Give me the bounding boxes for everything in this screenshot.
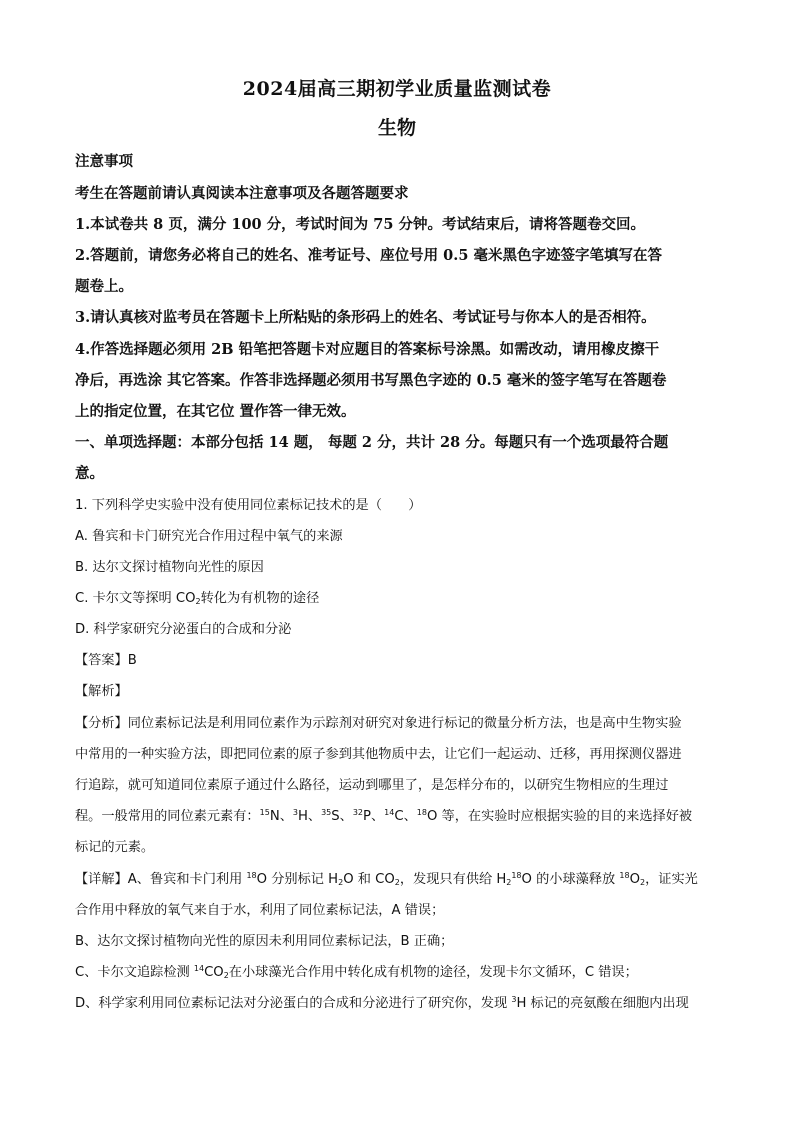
subscript: 2 [394,878,400,887]
notice-intro: 考生在答题前请认真阅读本注意事项及各题答题要求 [75,185,409,202]
detail-text: CO [204,965,224,980]
analysis-line: 行追踪，就可知道同位素原子通过什么路径，运动到哪里了，是怎样分布的，以研究生物相应的生理过 [75,778,669,793]
isotope-mass: 15 [259,808,270,817]
isotope-mass: 18 [416,808,427,817]
section-heading: 一、单项选择题：本部分包括 14 题， 每题 2 分，共计 28 分。每题只有一个选项最符合题 [75,434,669,451]
detail-text: D、科学家利用同位素标记法对分泌蛋白的合成和分泌进行了研究你，发现 [75,996,512,1011]
notice-heading: 注意事项 [75,153,133,170]
isotope-element: S [331,809,340,824]
analysis-line: 中常用的一种实验方法，即把同位素的原子参到其他物质中去，让它们一起运动、迁移，再用探测仪器进 [75,747,682,762]
detail-text: A、鲁宾和卡门利用 [127,872,247,887]
isotope-list [260,809,438,824]
detail-text: ，证实光 [645,872,698,887]
option-c [75,587,725,606]
detail-text: O [629,872,640,887]
isotope-separator: 、 [307,809,322,824]
detail-tag: 【详解】 [75,872,128,887]
option-d: D. 科学家研究分泌蛋白的合成和分泌 [75,622,292,637]
superscript: 14 [193,964,205,973]
detail-text: O 分别标记 H [256,872,339,887]
isotope-mass: 35 [321,808,332,817]
detail-line: B、达尔文探讨植物向光性的原因未利用同位素标记法，B 正确； [75,934,454,949]
notice-item: 上的指定位置，在其它位 置作答一律无效。 [75,403,356,420]
analysis-tag: 【分析】 [75,716,128,731]
subscript: 2 [223,971,229,980]
exam-title: 2024届高三期初学业质量监测试卷 [242,78,552,100]
analysis-label: 【解析】 [75,684,128,699]
isotope-mass: 3 [292,808,298,817]
isotope-element: H [297,809,308,824]
detail-text: C、卡尔文追踪检测 [75,965,194,980]
subscript: 2 [338,878,344,887]
analysis-text: 同位素标记法是利用同位素作为示踪剂对研究对象进行标记的微量分析方法，也是高中生物实验 [127,716,682,731]
isotope-separator: 、 [339,809,353,824]
isotope-mass: 32 [352,808,364,817]
question-stem: 1. 下列科学史实验中没有使用同位素标记技术的是（ ） [75,498,422,513]
subject-title: 生物 [377,117,416,139]
isotope-separator: 、 [370,809,385,824]
option-a: A. 鲁宾和卡门研究光合作用过程中氧气的来源 [75,529,343,544]
section-heading-cont: 意。 [75,465,104,482]
detail-text: H 标记的亮氨酸在细胞内出现 [516,996,689,1011]
superscript: 18 [511,871,522,880]
analysis-line: 标记的元素。 [75,840,155,855]
subscript: 2 [640,878,646,887]
option-b: B. 达尔文探讨植物向光性的原因 [75,560,264,575]
notice-item: 1.本试卷共 8 页，满分 100 分，考试时间为 75 分钟。考试结束后，请将答题卷交回。 [75,216,645,233]
detail-line [75,868,725,887]
isotope-element: N [269,809,280,824]
detail-text: O 的小球藻释放 [521,872,620,887]
isotope-separator: 、 [403,809,417,824]
notice-item: 2.答题前，请您务必将自己的姓名、准考证号、座位号用 0.5 毫米黑色字迹签字笔填写在答 [75,247,662,264]
subscript: 2 [506,878,512,887]
notice-item: 净后，再选涂 其它答案。作答非选择题必须用书写黑色字迹的 0.5 毫米的签字笔写在答题卷 [75,372,667,389]
detail-text: O 和 CO [343,872,395,887]
detail-text: ，发现只有供给 H [399,872,507,887]
analysis-text: 程。一般常用的同位素元素有： [75,809,260,824]
superscript: 18 [619,871,630,880]
notice-item: 题卷上。 [75,278,133,295]
answer-line: 【答案】B [75,653,137,668]
isotope-element: C [394,809,404,824]
option-c-text: C. 卡尔文等探明 CO [75,591,196,606]
notice-item: 3.请认真核对监考员在答题卡上所粘贴的条形码上的姓名、考试证号与你本人的是否相符。 [75,309,656,326]
subscript: 2 [195,597,201,606]
isotope-element: O [426,809,438,824]
detail-text: 在小球藻光合作用中转化成有机物的途径，发现卡尔文循环，C 错误； [228,965,638,980]
isotope-mass: 14 [384,808,395,817]
isotope-element: P [363,809,371,824]
option-c-text: 转化为有机物的途径 [200,591,320,606]
detail-line: 合作用中释放的氧气来自于水，利用了同位素标记法，A 错误； [75,903,445,918]
superscript: 18 [246,871,257,880]
analysis-line [75,805,725,824]
isotope-separator: 、 [279,809,293,824]
analysis-text: 等，在实验时应根据实验的目的来选择好被 [437,809,693,824]
superscript: 3 [511,995,517,1004]
analysis-line [75,712,725,731]
detail-line [75,992,725,1011]
notice-item: 4.作答选择题必须用 2B 铅笔把答题卡对应题目的答案标号涂黑。如需改动，请用橡皮擦干 [75,341,660,358]
detail-line [75,961,725,980]
